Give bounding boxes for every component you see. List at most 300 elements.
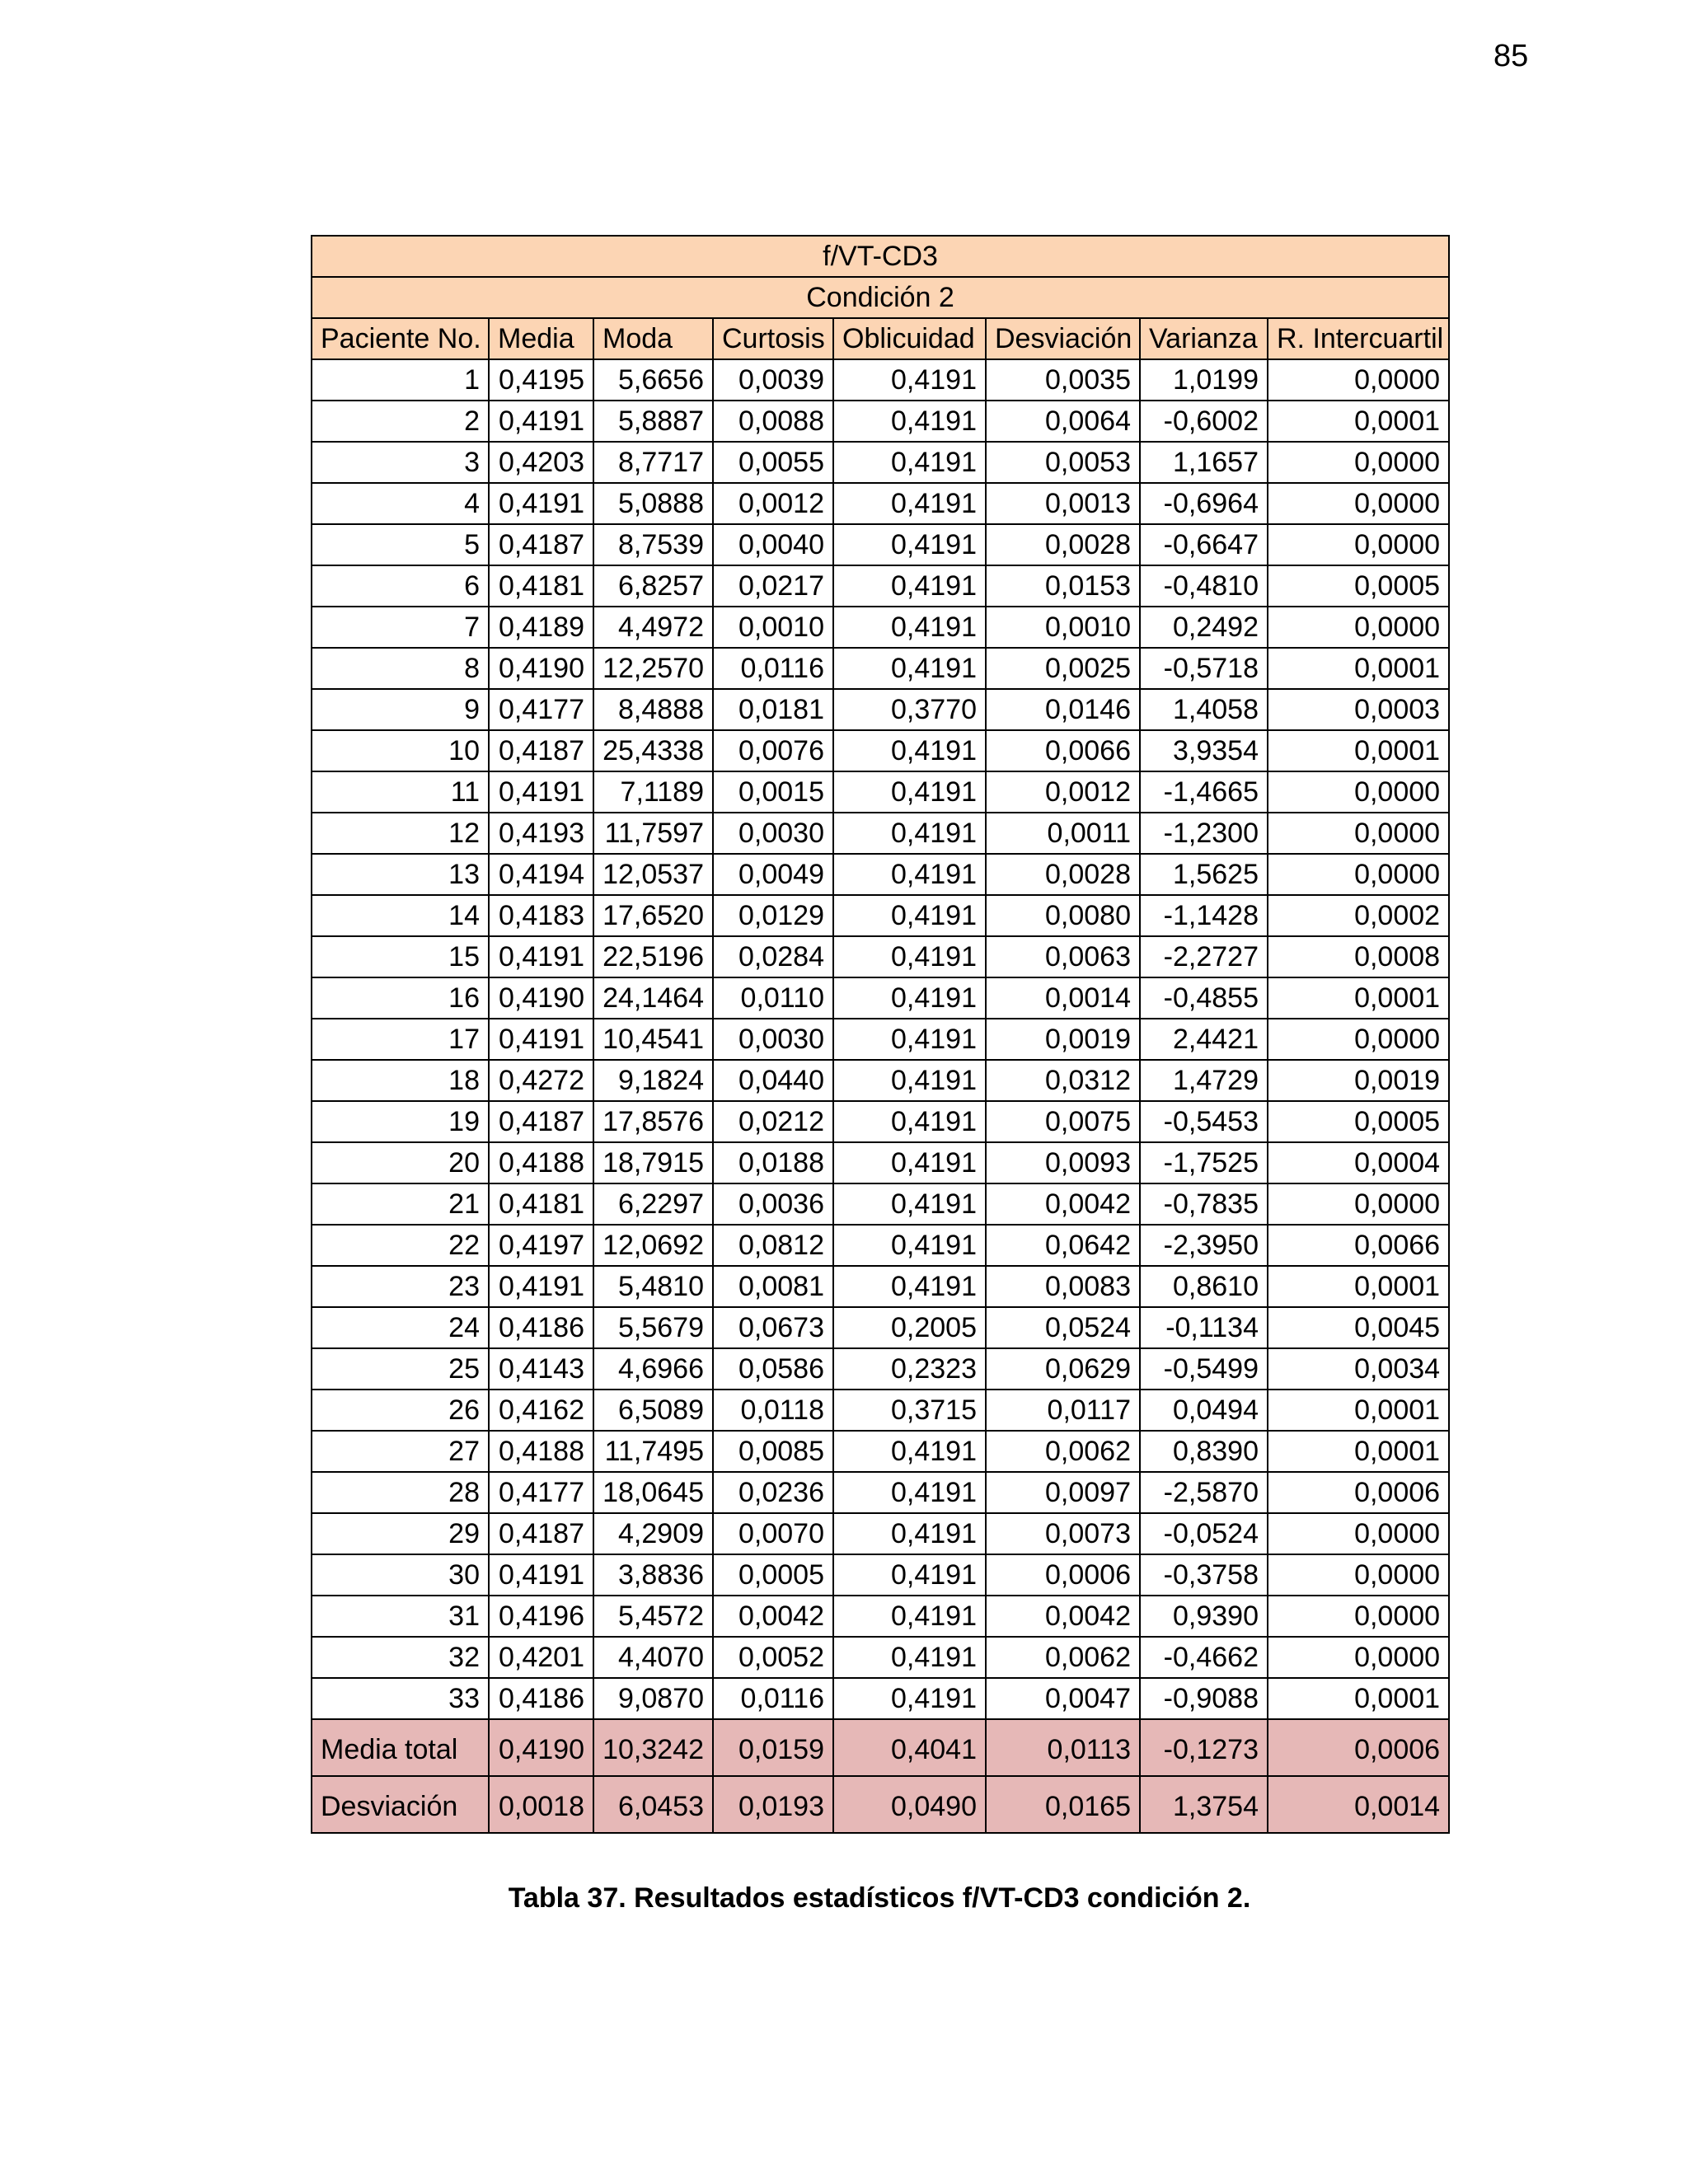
table-cell: 0,0011 xyxy=(986,813,1140,854)
table-cell: 0,0047 xyxy=(986,1678,1140,1719)
table-cell: 0,3770 xyxy=(833,689,986,730)
table-cell: 1,4058 xyxy=(1140,689,1268,730)
table-cell: 0,0070 xyxy=(713,1513,833,1554)
table-cell: 0,4191 xyxy=(489,1266,593,1307)
table-cell: 0,4203 xyxy=(489,442,593,483)
table-cell: 0,0001 xyxy=(1268,1678,1449,1719)
table-cell: 6,5089 xyxy=(593,1390,713,1431)
table-cell: 1,1657 xyxy=(1140,442,1268,483)
table-cell: 0,4191 xyxy=(833,1225,986,1266)
summary-cell: 0,0006 xyxy=(1268,1719,1449,1776)
table-cell: 0,4191 xyxy=(833,1513,986,1554)
table-row xyxy=(312,730,1449,771)
table-cell: 0,0012 xyxy=(986,771,1140,813)
table-row xyxy=(312,1183,1449,1225)
table-cell: 15 xyxy=(312,936,489,977)
table-cell: 0,4191 xyxy=(833,1183,986,1225)
table-cell: 0,4188 xyxy=(489,1431,593,1472)
table-cell: 0,4191 xyxy=(833,771,986,813)
table-cell: 0,0001 xyxy=(1268,730,1449,771)
table-row xyxy=(312,1513,1449,1554)
table-cell: 1,4729 xyxy=(1140,1060,1268,1101)
table-row xyxy=(312,1472,1449,1513)
table-cell: 0,0066 xyxy=(1268,1225,1449,1266)
table-cell: 0,0028 xyxy=(986,854,1140,895)
table-row xyxy=(312,854,1449,895)
table-cell: -0,6647 xyxy=(1140,524,1268,565)
table-cell: 0,0000 xyxy=(1268,359,1449,401)
column-header: Media xyxy=(489,318,593,359)
table-cell: -1,7525 xyxy=(1140,1142,1268,1183)
table-row xyxy=(312,1225,1449,1266)
summary-cell: 10,3242 xyxy=(593,1719,713,1776)
table-cell: 0,4187 xyxy=(489,1101,593,1142)
table-cell: -0,5718 xyxy=(1140,648,1268,689)
table-title: f/VT-CD3 xyxy=(312,236,1449,277)
table-cell: 0,0062 xyxy=(986,1431,1140,1472)
summary-cell: 0,4041 xyxy=(833,1719,986,1776)
table-cell: 0,4162 xyxy=(489,1390,593,1431)
table-cell: 0,4191 xyxy=(833,607,986,648)
table-cell: 0,4187 xyxy=(489,524,593,565)
page-number: 85 xyxy=(1493,39,1529,73)
table-cell: 0,0036 xyxy=(713,1183,833,1225)
table-cell: 0,4177 xyxy=(489,689,593,730)
column-header: Desviación xyxy=(986,318,1140,359)
table-cell: 0,0117 xyxy=(986,1390,1140,1431)
table-cell: 0,4186 xyxy=(489,1678,593,1719)
table-cell: 0,0129 xyxy=(713,895,833,936)
table-cell: -0,3758 xyxy=(1140,1554,1268,1596)
table-cell: 0,2492 xyxy=(1140,607,1268,648)
table-row xyxy=(312,1678,1449,1719)
table-cell: 0,0146 xyxy=(986,689,1140,730)
table-cell: 0,0083 xyxy=(986,1266,1140,1307)
table-cell: 0,4191 xyxy=(833,442,986,483)
table-cell: 0,0025 xyxy=(986,648,1140,689)
table-cell: 18,7915 xyxy=(593,1142,713,1183)
table-cell: 8,7539 xyxy=(593,524,713,565)
table-cell: 10,4541 xyxy=(593,1019,713,1060)
table-cell: 0,0181 xyxy=(713,689,833,730)
table-cell: 16 xyxy=(312,977,489,1019)
table-cell: 0,0075 xyxy=(986,1101,1140,1142)
table-cell: 0,0212 xyxy=(713,1101,833,1142)
table-cell: 0,0116 xyxy=(713,1678,833,1719)
table-cell: 0,0052 xyxy=(713,1637,833,1678)
summary-cell: 0,0165 xyxy=(986,1776,1140,1833)
table-cell: 0,4143 xyxy=(489,1348,593,1390)
table-cell: 0,2323 xyxy=(833,1348,986,1390)
table-cell: -0,5453 xyxy=(1140,1101,1268,1142)
table-cell: 12 xyxy=(312,813,489,854)
table-cell: 0,4181 xyxy=(489,1183,593,1225)
table-cell: 0,4187 xyxy=(489,1513,593,1554)
table-cell: 0,4181 xyxy=(489,565,593,607)
table-cell: 0,4191 xyxy=(489,401,593,442)
table-cell: 0,0093 xyxy=(986,1142,1140,1183)
table-cell: 22 xyxy=(312,1225,489,1266)
table-cell: 5,5679 xyxy=(593,1307,713,1348)
table-cell: -1,2300 xyxy=(1140,813,1268,854)
table-cell: 0,4195 xyxy=(489,359,593,401)
table-row xyxy=(312,1307,1449,1348)
table-row xyxy=(312,1142,1449,1183)
table-cell: 8,4888 xyxy=(593,689,713,730)
table-cell: -0,0524 xyxy=(1140,1513,1268,1554)
table-cell: 0,0055 xyxy=(713,442,833,483)
table-condition: Condición 2 xyxy=(312,277,1449,318)
table-cell: 0,0076 xyxy=(713,730,833,771)
table-cell: 0,0629 xyxy=(986,1348,1140,1390)
table-header-row xyxy=(312,318,1449,359)
table-row xyxy=(312,1596,1449,1637)
table-row xyxy=(312,771,1449,813)
table-cell: 0,0000 xyxy=(1268,483,1449,524)
table-row xyxy=(312,565,1449,607)
table-cell: 0,0001 xyxy=(1268,401,1449,442)
summary-cell: 0,0014 xyxy=(1268,1776,1449,1833)
table-row xyxy=(312,607,1449,648)
table-cell: 11 xyxy=(312,771,489,813)
table-cell: 0,4191 xyxy=(833,524,986,565)
table-cell: 0,0000 xyxy=(1268,524,1449,565)
table-cell: 3 xyxy=(312,442,489,483)
table-cell: 0,4191 xyxy=(489,771,593,813)
summary-label: Desviación xyxy=(312,1776,489,1833)
table-cell: 0,0440 xyxy=(713,1060,833,1101)
table-cell: 6,8257 xyxy=(593,565,713,607)
table-cell: 0,0000 xyxy=(1268,1637,1449,1678)
table-cell: 0,0110 xyxy=(713,977,833,1019)
table-cell: 12,0692 xyxy=(593,1225,713,1266)
table-cell: 0,0494 xyxy=(1140,1390,1268,1431)
table-condition-row xyxy=(312,277,1449,318)
table-cell: 0,0081 xyxy=(713,1266,833,1307)
table-cell: 0,0049 xyxy=(713,854,833,895)
table-cell: 25 xyxy=(312,1348,489,1390)
table-cell: 0,0030 xyxy=(713,813,833,854)
table-cell: 0,0019 xyxy=(986,1019,1140,1060)
summary-row-deviation xyxy=(312,1776,1449,1833)
table-cell: 29 xyxy=(312,1513,489,1554)
table-cell: 0,0001 xyxy=(1268,977,1449,1019)
table-cell: 0,4272 xyxy=(489,1060,593,1101)
table-row xyxy=(312,1554,1449,1596)
table-cell: 2,4421 xyxy=(1140,1019,1268,1060)
summary-cell: 1,3754 xyxy=(1140,1776,1268,1833)
table-cell: 7,1189 xyxy=(593,771,713,813)
table-cell: 0,4190 xyxy=(489,648,593,689)
table-cell: 0,0088 xyxy=(713,401,833,442)
table-cell: 0,0066 xyxy=(986,730,1140,771)
table-cell: 0,0006 xyxy=(1268,1472,1449,1513)
column-header: R. Intercuartil xyxy=(1268,318,1449,359)
table-row xyxy=(312,648,1449,689)
table-cell: -2,5870 xyxy=(1140,1472,1268,1513)
table-cell: 9 xyxy=(312,689,489,730)
table-cell: 0,0045 xyxy=(1268,1307,1449,1348)
table-cell: 0,0236 xyxy=(713,1472,833,1513)
table-cell: 32 xyxy=(312,1637,489,1678)
table-cell: 0,4191 xyxy=(833,1554,986,1596)
table-cell: 0,0001 xyxy=(1268,1266,1449,1307)
table-cell: 8 xyxy=(312,648,489,689)
table-cell: 0,0034 xyxy=(1268,1348,1449,1390)
table-cell: 10 xyxy=(312,730,489,771)
table-cell: 0,4191 xyxy=(833,565,986,607)
table-cell: 24,1464 xyxy=(593,977,713,1019)
table-cell: 0,0000 xyxy=(1268,1513,1449,1554)
table-cell: 19 xyxy=(312,1101,489,1142)
table-cell: 1,0199 xyxy=(1140,359,1268,401)
table-cell: 0,0039 xyxy=(713,359,833,401)
table-cell: 4,2909 xyxy=(593,1513,713,1554)
table-cell: -2,3950 xyxy=(1140,1225,1268,1266)
table-cell: -1,4665 xyxy=(1140,771,1268,813)
table-cell: 6,2297 xyxy=(593,1183,713,1225)
summary-cell: -0,1273 xyxy=(1140,1719,1268,1776)
table-cell: 0,0000 xyxy=(1268,607,1449,648)
table-cell: 0,4191 xyxy=(833,483,986,524)
table-cell: 0,0012 xyxy=(713,483,833,524)
table-cell: 5,0888 xyxy=(593,483,713,524)
table-cell: 0,0000 xyxy=(1268,442,1449,483)
table-cell: 0,0042 xyxy=(986,1183,1140,1225)
table-cell: 30 xyxy=(312,1554,489,1596)
table-cell: 0,0000 xyxy=(1268,813,1449,854)
table-row xyxy=(312,524,1449,565)
table-cell: -0,9088 xyxy=(1140,1678,1268,1719)
table-row xyxy=(312,1060,1449,1101)
table-cell: 0,0005 xyxy=(713,1554,833,1596)
summary-cell: 0,4190 xyxy=(489,1719,593,1776)
table-cell: 0,0035 xyxy=(986,359,1140,401)
table-cell: -0,6964 xyxy=(1140,483,1268,524)
table-cell: 0,0188 xyxy=(713,1142,833,1183)
table-cell: 0,0524 xyxy=(986,1307,1140,1348)
table-row xyxy=(312,1266,1449,1307)
table-cell: 31 xyxy=(312,1596,489,1637)
table-cell: 18 xyxy=(312,1060,489,1101)
table-row xyxy=(312,483,1449,524)
table-cell: 0,0015 xyxy=(713,771,833,813)
table-caption: Tabla 37. Resultados estadísticos f/VT-CD3 condición 2. xyxy=(508,1882,1251,1914)
table-cell: 20 xyxy=(312,1142,489,1183)
table-cell: 9,1824 xyxy=(593,1060,713,1101)
table-cell: 13 xyxy=(312,854,489,895)
table-cell: 0,4191 xyxy=(833,1266,986,1307)
table-cell: 0,4194 xyxy=(489,854,593,895)
table-cell: 0,4190 xyxy=(489,977,593,1019)
table-cell: 27 xyxy=(312,1431,489,1472)
table-cell: 0,4188 xyxy=(489,1142,593,1183)
summary-cell: 6,0453 xyxy=(593,1776,713,1833)
column-header: Varianza xyxy=(1140,318,1268,359)
table-cell: 3,8836 xyxy=(593,1554,713,1596)
table-row xyxy=(312,813,1449,854)
table-cell: 4 xyxy=(312,483,489,524)
table-cell: 0,0019 xyxy=(1268,1060,1449,1101)
table-cell: 0,0013 xyxy=(986,483,1140,524)
table-cell: 0,0812 xyxy=(713,1225,833,1266)
table-cell: -2,2727 xyxy=(1140,936,1268,977)
table-cell: 0,0000 xyxy=(1268,1554,1449,1596)
table-cell: 7 xyxy=(312,607,489,648)
summary-cell: 0,0113 xyxy=(986,1719,1140,1776)
table-cell: 0,4191 xyxy=(833,1472,986,1513)
table-cell: 0,0042 xyxy=(986,1596,1140,1637)
column-header: Curtosis xyxy=(713,318,833,359)
table-cell: 21 xyxy=(312,1183,489,1225)
table-cell: 0,4191 xyxy=(489,483,593,524)
table-cell: 0,4191 xyxy=(833,1101,986,1142)
table-cell: 0,0118 xyxy=(713,1390,833,1431)
table-cell: 0,0002 xyxy=(1268,895,1449,936)
table-cell: 0,0005 xyxy=(1268,565,1449,607)
table-cell: 0,0008 xyxy=(1268,936,1449,977)
table-row xyxy=(312,1637,1449,1678)
table-cell: 17 xyxy=(312,1019,489,1060)
summary-cell: 0,0018 xyxy=(489,1776,593,1833)
table-cell: 0,0673 xyxy=(713,1307,833,1348)
table-cell: 5,4572 xyxy=(593,1596,713,1637)
table-cell: 0,0063 xyxy=(986,936,1140,977)
table-cell: 0,4186 xyxy=(489,1307,593,1348)
table-cell: 17,8576 xyxy=(593,1101,713,1142)
table-cell: 18,0645 xyxy=(593,1472,713,1513)
table-cell: 0,4193 xyxy=(489,813,593,854)
table-cell: 0,0003 xyxy=(1268,689,1449,730)
table-row xyxy=(312,1101,1449,1142)
table-cell: 0,4187 xyxy=(489,730,593,771)
table-cell: 0,0014 xyxy=(986,977,1140,1019)
table-row xyxy=(312,689,1449,730)
table-cell: 0,4191 xyxy=(833,895,986,936)
table-cell: 0,0000 xyxy=(1268,1183,1449,1225)
table-cell: 0,4191 xyxy=(489,936,593,977)
table-cell: 0,4191 xyxy=(833,1142,986,1183)
table-cell: 0,4189 xyxy=(489,607,593,648)
table-row xyxy=(312,401,1449,442)
table-cell: -0,1134 xyxy=(1140,1307,1268,1348)
table-row xyxy=(312,895,1449,936)
table-cell: 0,0006 xyxy=(986,1554,1140,1596)
table-cell: 0,0042 xyxy=(713,1596,833,1637)
table-cell: 0,2005 xyxy=(833,1307,986,1348)
table-cell: 0,0080 xyxy=(986,895,1140,936)
table-cell: 0,4196 xyxy=(489,1596,593,1637)
summary-cell: 0,0490 xyxy=(833,1776,986,1833)
table-cell: 22,5196 xyxy=(593,936,713,977)
table-row xyxy=(312,359,1449,401)
table-cell: 0,0000 xyxy=(1268,854,1449,895)
table-cell: -0,6002 xyxy=(1140,401,1268,442)
table-cell: -0,7835 xyxy=(1140,1183,1268,1225)
table-cell: 9,0870 xyxy=(593,1678,713,1719)
table-cell: 0,0040 xyxy=(713,524,833,565)
table-cell: 12,2570 xyxy=(593,648,713,689)
table-cell: 8,7717 xyxy=(593,442,713,483)
table-cell: 23 xyxy=(312,1266,489,1307)
table-cell: 0,4191 xyxy=(833,648,986,689)
table-cell: 12,0537 xyxy=(593,854,713,895)
table-cell: 28 xyxy=(312,1472,489,1513)
table-cell: 0,0116 xyxy=(713,648,833,689)
table-row xyxy=(312,442,1449,483)
table-cell: 0,9390 xyxy=(1140,1596,1268,1637)
table-cell: 0,0312 xyxy=(986,1060,1140,1101)
table-cell: 25,4338 xyxy=(593,730,713,771)
summary-cell: 0,0193 xyxy=(713,1776,833,1833)
table-cell: 0,0010 xyxy=(986,607,1140,648)
table-cell: 0,0053 xyxy=(986,442,1140,483)
table-cell: 11,7597 xyxy=(593,813,713,854)
table-cell: 0,4191 xyxy=(489,1019,593,1060)
table-cell: 0,4191 xyxy=(833,813,986,854)
table-row xyxy=(312,1348,1449,1390)
table-row xyxy=(312,977,1449,1019)
table-cell: 2 xyxy=(312,401,489,442)
table-cell: 0,8390 xyxy=(1140,1431,1268,1472)
table-cell: 33 xyxy=(312,1678,489,1719)
table-cell: 0,0030 xyxy=(713,1019,833,1060)
table-cell: 0,8610 xyxy=(1140,1266,1268,1307)
table-cell: 26 xyxy=(312,1390,489,1431)
table-cell: 0,4191 xyxy=(833,1019,986,1060)
table-cell: -0,4810 xyxy=(1140,565,1268,607)
table-cell: 0,4191 xyxy=(833,401,986,442)
table-cell: 0,4191 xyxy=(833,936,986,977)
table-cell: 0,0000 xyxy=(1268,1596,1449,1637)
table-cell: 5,6656 xyxy=(593,359,713,401)
table-cell: 5 xyxy=(312,524,489,565)
table-cell: 1,5625 xyxy=(1140,854,1268,895)
table-cell: 11,7495 xyxy=(593,1431,713,1472)
table-cell: 0,4201 xyxy=(489,1637,593,1678)
table-cell: 4,6966 xyxy=(593,1348,713,1390)
table-cell: 0,4191 xyxy=(833,1060,986,1101)
table-cell: 4,4070 xyxy=(593,1637,713,1678)
table-cell: 17,6520 xyxy=(593,895,713,936)
table-row xyxy=(312,1019,1449,1060)
table-cell: 1 xyxy=(312,359,489,401)
column-header: Oblicuidad xyxy=(833,318,986,359)
column-header: Paciente No. xyxy=(312,318,489,359)
table-cell: 0,4191 xyxy=(833,359,986,401)
summary-label: Media total xyxy=(312,1719,489,1776)
table-cell: 0,0153 xyxy=(986,565,1140,607)
table-cell: 0,0217 xyxy=(713,565,833,607)
table-cell: 0,0062 xyxy=(986,1637,1140,1678)
table-cell: 0,4191 xyxy=(833,1431,986,1472)
table-cell: 0,0097 xyxy=(986,1472,1140,1513)
table-cell: 0,4191 xyxy=(833,1678,986,1719)
table-cell: 0,0586 xyxy=(713,1348,833,1390)
table-cell: 0,0028 xyxy=(986,524,1140,565)
column-header: Moda xyxy=(593,318,713,359)
table-title-row xyxy=(312,236,1449,277)
table-cell: 0,0073 xyxy=(986,1513,1140,1554)
table-cell: 0,0005 xyxy=(1268,1101,1449,1142)
table-cell: 0,4191 xyxy=(833,854,986,895)
table-cell: 3,9354 xyxy=(1140,730,1268,771)
table-cell: 24 xyxy=(312,1307,489,1348)
table-cell: 0,0642 xyxy=(986,1225,1140,1266)
table-row xyxy=(312,1431,1449,1472)
table-cell: 0,0001 xyxy=(1268,1390,1449,1431)
table-cell: 0,4191 xyxy=(833,1637,986,1678)
